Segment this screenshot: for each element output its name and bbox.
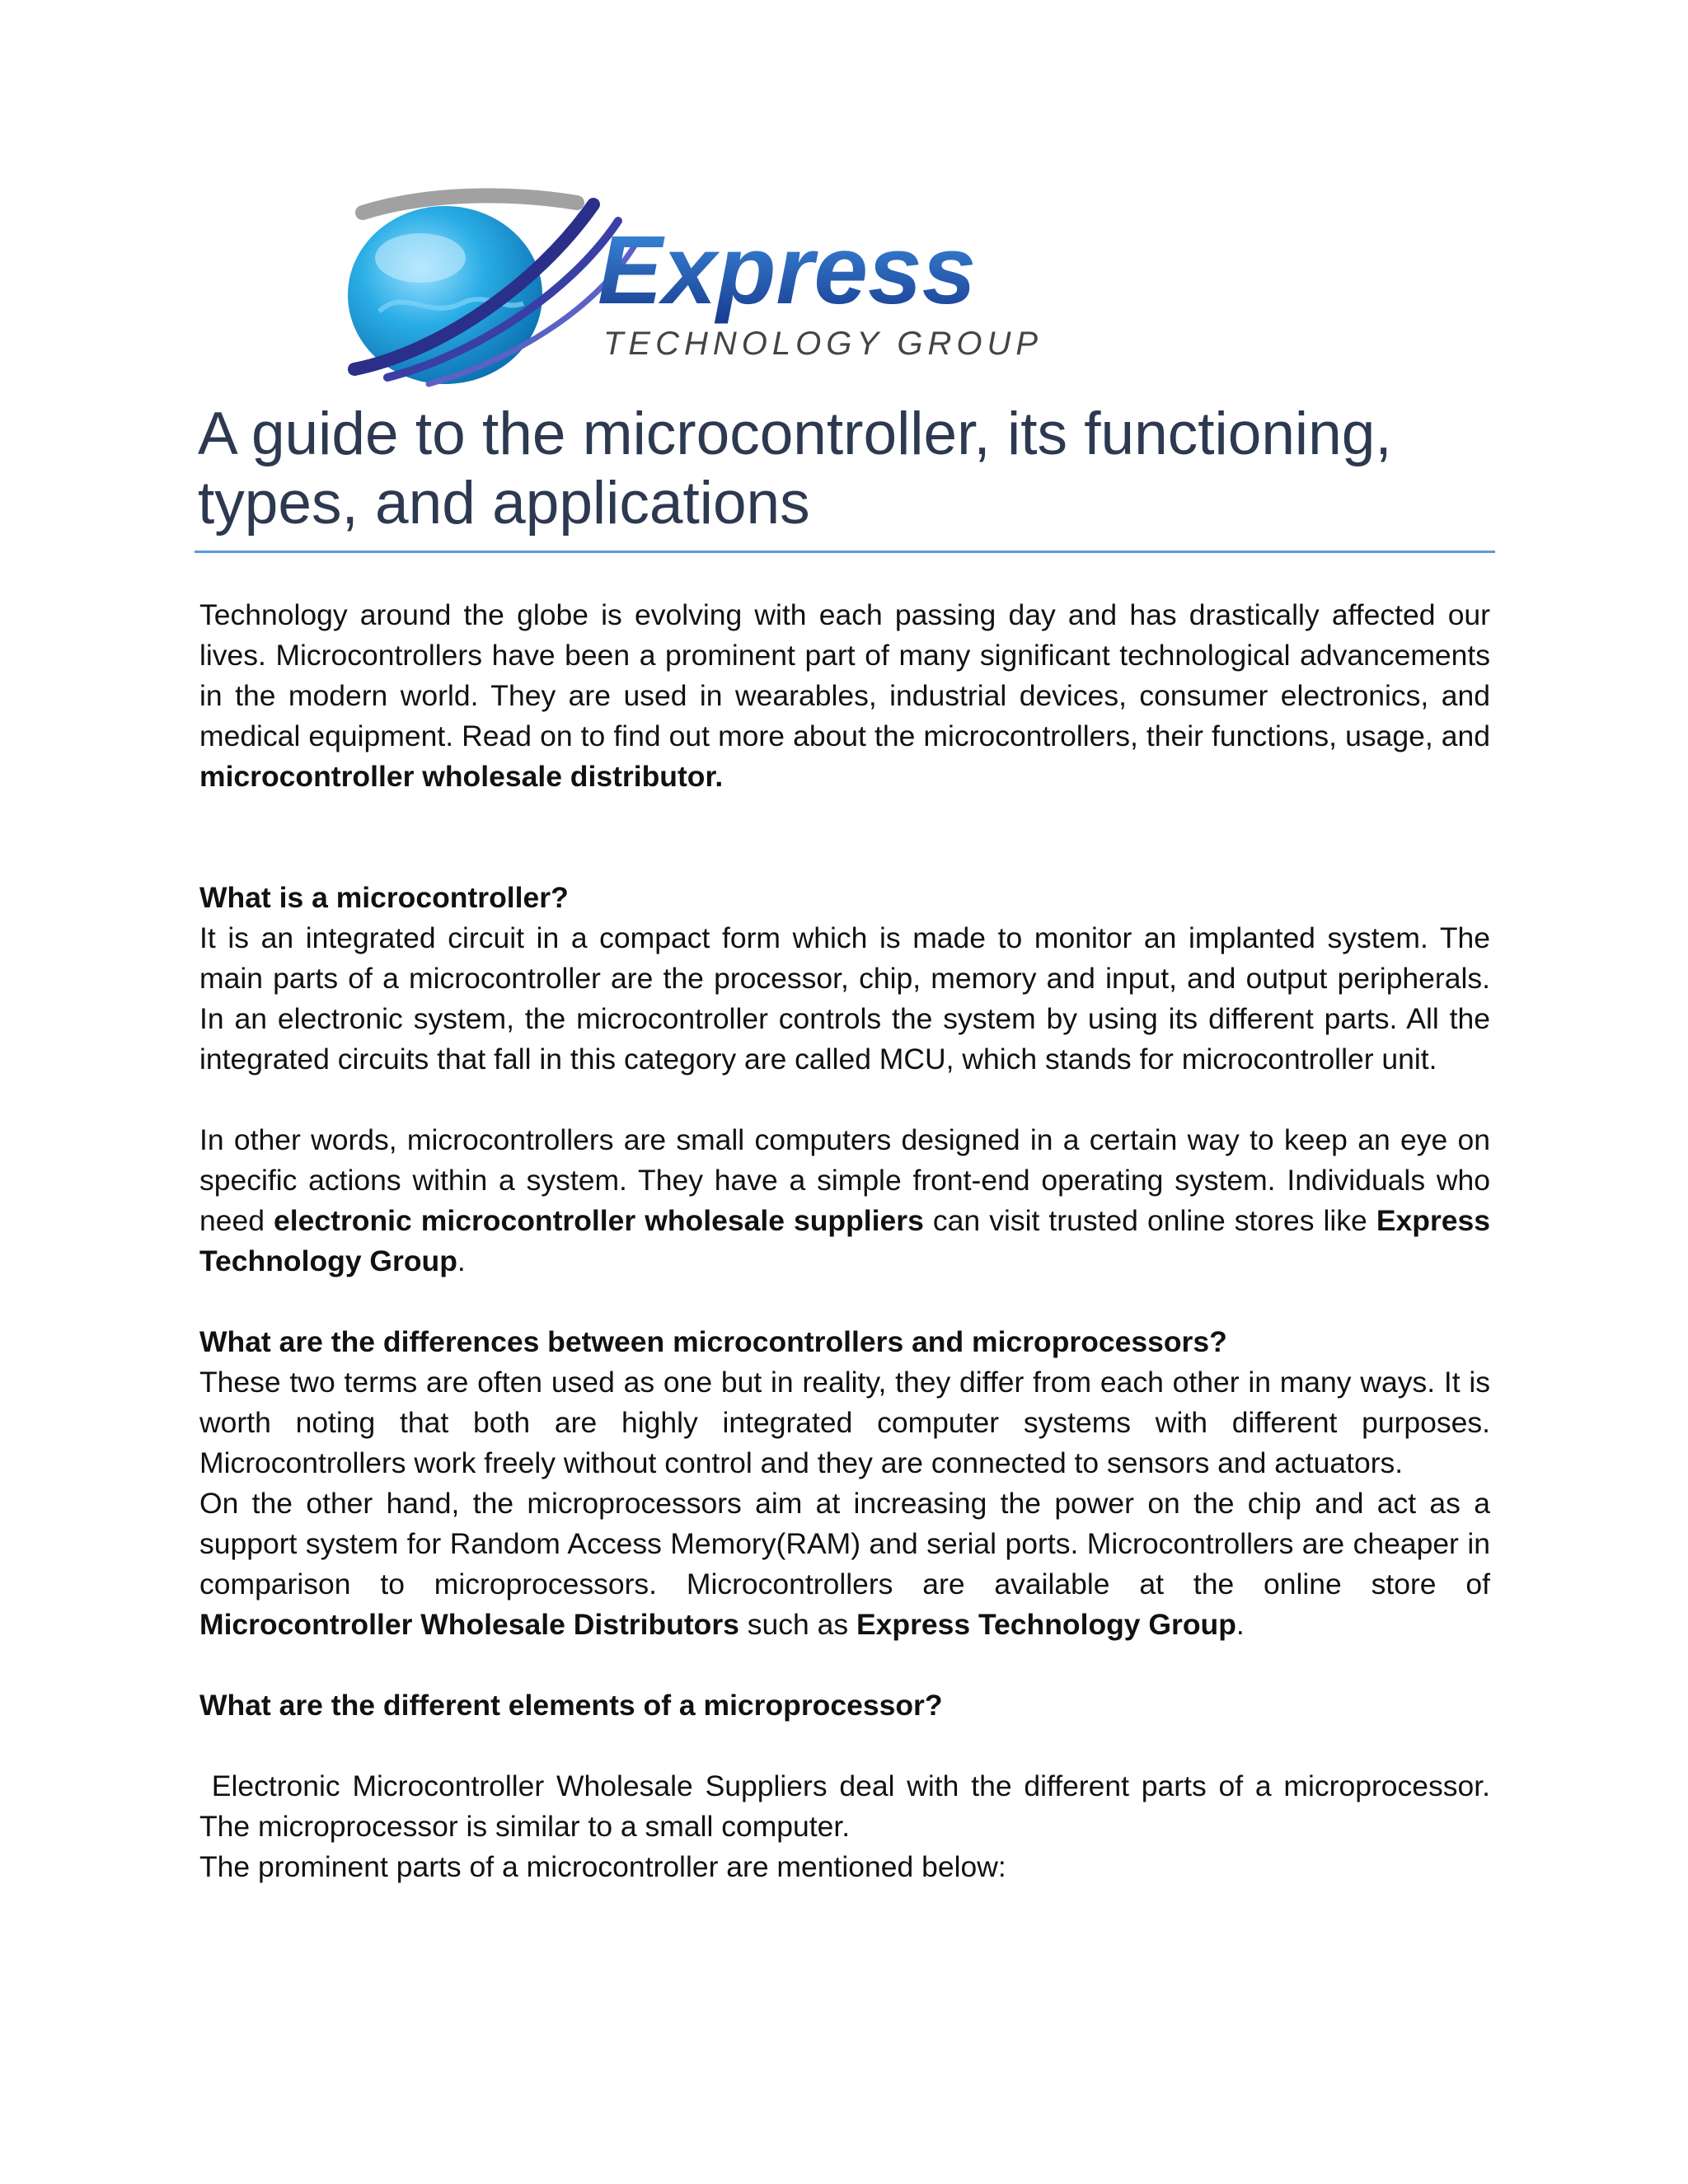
section1-para2-end: . [457, 1244, 466, 1277]
logo-brand-text: Express [598, 216, 977, 325]
document-title: A guide to the microcontroller, its functioning, types, and applications [198, 401, 1392, 537]
section1-para2-bold-1: electronic microcontroller wholesale suppliers [274, 1204, 924, 1237]
section-heading-what-is: What is a microcontroller? [199, 881, 569, 914]
section3-paragraph-1: Electronic Microcontroller Wholesale Suppliers deal with the different parts of a microprocessor. The microprocessor is similar to a small computer. [199, 1769, 1498, 1843]
logo-graphic [330, 188, 1121, 394]
intro-bold-link-text: microcontroller wholesale distributor. [199, 760, 724, 793]
section-heading-elements: What are the different elements of a microprocessor? [199, 1689, 943, 1722]
section1-para2-text-a: In other words, microcontrollers are small computers designed in a certain way to keep an eye on specific actions within a system. They have a simple front-end operating system. Individuals who need [199, 1123, 1490, 1237]
section-heading-differences: What are the differences between microcontrollers and microprocessors? [199, 1325, 1227, 1358]
spacer [199, 797, 1490, 878]
section2-paragraph-1: These two terms are often used as one but in reality, they differ from each other in many ways. It is worth noting that both are highly integrated computer systems with different purposes. Microcontrollers work freely without control and they are connected to sensors and actuators. [199, 1366, 1490, 1479]
document-body [199, 595, 1498, 1887]
spacer [199, 1726, 1490, 1766]
spacer [199, 1282, 1490, 1322]
section2-para2-text-b: such as [738, 1608, 856, 1641]
spacer [199, 1080, 1490, 1120]
section2-para2-end: . [1236, 1608, 1245, 1641]
section2-para2-bold-1: Microcontroller Wholesale Distributors [199, 1608, 739, 1641]
intro-text: Technology around the globe is evolving with each passing day and has drastically affected our lives. Microcontrollers have been a prominent part of many significant technological advancements in the modern world. They are used in wearables, industrial devices, consumer electronics, and medical equipment. Read on to find out more about the microcontrollers, their functions, usage, and [199, 598, 1490, 752]
section2-para2-bold-2: Express Technology Group [856, 1608, 1236, 1641]
section1-paragraph-2 [199, 1120, 1490, 1282]
section1-paragraph-1: It is an integrated circuit in a compact form which is made to monitor an implanted system. The main parts of a microcontroller are the processor, chip, memory and input, and output peripherals. In an electronic system, the microcontroller controls the system by using its different parts. All the integrated circuits that fall in this category are called MCU, which stands for microcontroller unit. [199, 921, 1490, 1076]
section2-paragraph-2 [199, 1483, 1490, 1645]
intro-paragraph [199, 595, 1490, 797]
section2-para2-text-a: On the other hand, the microprocessors aim at increasing the power on the chip and act as a support system for Random Access Memory(RAM) and serial ports. Microcontrollers are cheaper in comparison to microprocessors. Microcontrollers are available at the online store of [199, 1487, 1490, 1601]
section1-para2-bold-2: Express Technology Group [199, 1204, 1491, 1277]
logo-tagline: TECHNOLOGY GROUP [603, 326, 1043, 362]
section3-paragraph-2: The prominent parts of a microcontroller are mentioned below: [199, 1850, 1006, 1883]
title-divider [195, 551, 1495, 553]
section1-para2-text-b: can visit trusted online stores like [923, 1204, 1376, 1237]
spacer [199, 1645, 1490, 1685]
express-technology-logo [330, 188, 1121, 394]
